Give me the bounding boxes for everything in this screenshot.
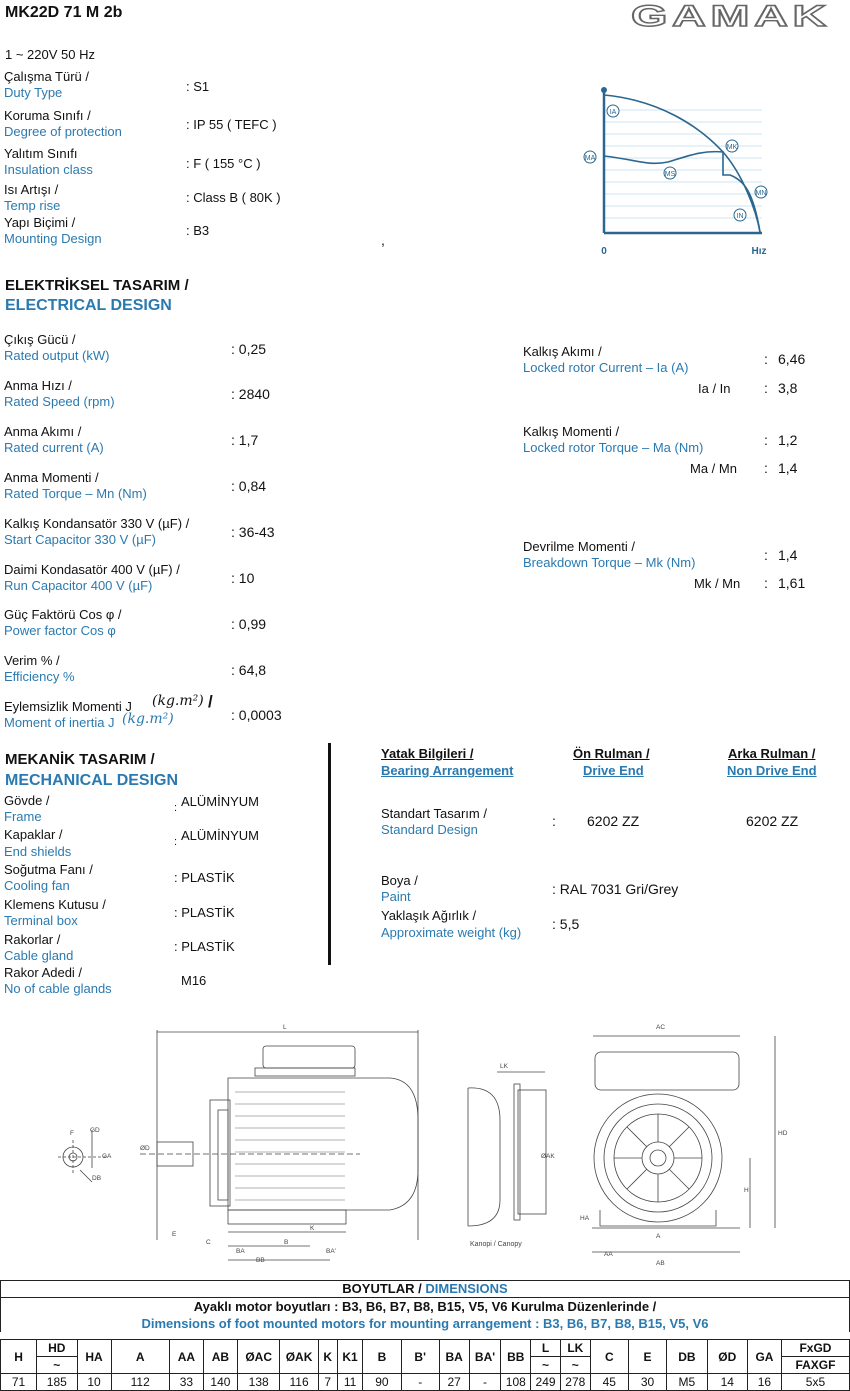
dim-head-aa: AA xyxy=(169,1340,203,1374)
general-mounting-tr: Yapı Biçimi / xyxy=(4,215,76,230)
brand-logo xyxy=(628,2,834,30)
supply-label: 1 ~ 220V 50 Hz xyxy=(5,47,95,62)
dim-val-ab: 140 xyxy=(203,1374,237,1391)
mech-gland-value: : PLASTİK xyxy=(174,939,235,954)
svg-text:GAMAK: GAMAK xyxy=(631,2,831,30)
label-ma: MA xyxy=(584,155,596,162)
elec-runcap-value: : 10 xyxy=(231,570,255,586)
mech-frame-value: ALÜMİNYUM xyxy=(181,794,260,809)
label-in: IN xyxy=(736,213,744,220)
dim-head-b: B xyxy=(363,1340,401,1374)
dim-label-h: H xyxy=(744,1187,749,1194)
mech-frame-en: Frame xyxy=(4,809,42,824)
dim-val-h: 71 xyxy=(1,1374,37,1391)
dim-label-ab: AB xyxy=(656,1260,665,1265)
dim-head-c: C xyxy=(590,1340,628,1374)
dim-head-hd: HD xyxy=(37,1340,77,1357)
general-insulation-en: Insulation class xyxy=(4,162,93,177)
elec-torque-value: : 0,84 xyxy=(231,478,267,494)
elec-mkmn-value: 1,61 xyxy=(778,575,806,591)
bearing-std-en: Standard Design xyxy=(381,822,478,837)
elec-ia-value: 6,46 xyxy=(778,351,806,367)
model-title: MK22D 71 M 2b xyxy=(5,4,123,21)
mech-shields-colon: : xyxy=(174,836,178,848)
dim-head-ab: AB xyxy=(203,1340,237,1374)
mech-shields-tr: Kapaklar / xyxy=(4,827,63,842)
canopy-view xyxy=(468,1072,546,1226)
label-mn: MN xyxy=(755,190,767,197)
paint-en: Paint xyxy=(381,889,411,904)
bearing-nondrive-tr: Arka Rulman / xyxy=(728,746,816,761)
elec-inertia-unit-en: (kg.m²) xyxy=(122,711,174,727)
general-duty-en: Duty Type xyxy=(4,85,63,100)
bearing-std-colon: : xyxy=(552,813,556,829)
elec-pf-en: Power factor Cos φ xyxy=(4,623,116,638)
elec-mamn-value: 1,4 xyxy=(778,460,798,476)
elec-current-tr: Anma Akımı / xyxy=(4,424,82,439)
dim-val-oac: 138 xyxy=(237,1374,280,1391)
dim-label-f: F xyxy=(70,1130,74,1137)
mech-tbox-tr: Klemens Kutusu / xyxy=(4,897,106,912)
label-ms: MS xyxy=(664,171,676,178)
dim-label-lk: LK xyxy=(500,1063,508,1070)
elec-mk-value: 1,4 xyxy=(778,547,798,563)
bearing-nondrive-en: Non Drive End xyxy=(727,763,817,778)
elec-ia-colon: : xyxy=(764,351,768,367)
dim-label-bb: BB xyxy=(256,1257,265,1264)
elec-output-value: : 0,25 xyxy=(231,341,267,357)
dim-head-bb: BB xyxy=(501,1340,531,1374)
bearing-drive-tr: Ön Rulman / xyxy=(573,746,650,761)
mech-tbox-en: Terminal box xyxy=(4,913,78,928)
dim-head-l-tilde: ~ xyxy=(531,1357,561,1374)
section-divider xyxy=(328,743,331,965)
motor-side-view xyxy=(140,1030,418,1260)
elec-torque-tr: Anma Momenti / xyxy=(4,470,99,485)
x-axis-label: Hız xyxy=(751,246,767,257)
mech-nglands-en: No of cable glands xyxy=(4,981,112,996)
general-mounting-en: Mounting Design xyxy=(4,231,102,246)
general-duty-tr: Çalışma Türü / xyxy=(4,69,90,84)
elec-eff-value: : 64,8 xyxy=(231,662,267,678)
bearing-head-en: Bearing Arrangement xyxy=(381,763,514,778)
bearing-drive-value: 6202 ZZ xyxy=(587,813,640,829)
dim-label-b: B xyxy=(284,1239,289,1246)
dim-val-ga: 16 xyxy=(747,1374,781,1391)
bearing-nondrive-value: 6202 ZZ xyxy=(746,813,799,829)
dim-val-e: 30 xyxy=(628,1374,666,1391)
dimensions-title xyxy=(0,1280,850,1297)
dim-label-ba-prime: BA' xyxy=(326,1248,336,1255)
weight-tr: Yaklaşık Ağırlık / xyxy=(381,908,477,923)
elec-mkmn-label: Mk / Mn xyxy=(694,576,741,591)
general-duty-value: : S1 xyxy=(186,79,210,94)
dimensions-title-en: DIMENSIONS xyxy=(425,1281,508,1296)
weight-value: : 5,5 xyxy=(552,916,580,932)
dim-label-ga: GA xyxy=(102,1153,112,1160)
general-protection-en: Degree of protection xyxy=(4,124,122,139)
elec-iain-colon: : xyxy=(764,380,768,396)
dim-val-db: M5 xyxy=(667,1374,707,1391)
dim-label-aa: AA xyxy=(604,1251,613,1258)
elec-ia-tr: Kalkış Akımı / xyxy=(523,344,602,359)
elec-ma-value: 1,2 xyxy=(778,432,798,448)
dim-val-ba-prime: - xyxy=(469,1374,501,1391)
mech-fan-en: Cooling fan xyxy=(4,878,70,893)
dim-label-ba: BA xyxy=(236,1248,245,1255)
mech-nglands-tr: Rakor Adedi / xyxy=(4,965,83,980)
dim-label-l: L xyxy=(283,1024,287,1031)
mech-frame-tr: Gövde / xyxy=(4,793,50,808)
elec-current-en: Rated current (A) xyxy=(4,440,104,455)
elec-speed-value: : 2840 xyxy=(231,386,270,402)
dim-head-db: DB xyxy=(667,1340,707,1374)
dimensions-subtitle xyxy=(0,1297,850,1332)
elec-ma-colon: : xyxy=(764,432,768,448)
dim-label-ha: HA xyxy=(580,1215,590,1222)
dim-label-oak: ØAK xyxy=(541,1153,555,1160)
dim-val-od: 14 xyxy=(707,1374,747,1391)
elec-mamn-colon: : xyxy=(764,460,768,476)
elec-runcap-tr: Daimi Kondasatör 400 V (µF) / xyxy=(4,562,180,577)
general-mounting-value: : B3 xyxy=(186,223,210,238)
motor-front-view xyxy=(592,1036,775,1252)
dimensions-sub-tr: Ayaklı motor boyutları : B3, B6, B7, B8, B15, V5, V6 Kurulma Düzenlerinde / xyxy=(193,1299,657,1314)
elec-mk-tr: Devrilme Momenti / xyxy=(523,539,635,554)
elec-output-en: Rated output (kW) xyxy=(4,348,110,363)
general-temprise-tr: Isı Artışı / xyxy=(4,182,59,197)
elec-pf-value: : 0,99 xyxy=(231,616,267,632)
label-ia: IA xyxy=(609,109,617,116)
dim-val-oak: 116 xyxy=(280,1374,318,1391)
dim-val-b: 90 xyxy=(363,1374,401,1391)
elec-eff-en: Efficiency % xyxy=(4,669,75,684)
elec-inertia-en: Moment of inertia J xyxy=(4,715,115,730)
electrical-title-tr: ELEKTRİKSEL TASARIM / xyxy=(5,277,189,294)
elec-inertia-slash: / xyxy=(208,692,213,711)
dim-label-hd: HD xyxy=(778,1130,788,1137)
dim-val-l: 249 xyxy=(531,1374,561,1391)
dim-head-oak: ØAK xyxy=(280,1340,318,1374)
dim-head-a: A xyxy=(111,1340,169,1374)
dim-label-e: E xyxy=(172,1231,177,1238)
label-mk: MK xyxy=(726,144,738,151)
dim-label-a: A xyxy=(656,1233,661,1240)
dim-head-l: L xyxy=(531,1340,561,1357)
dim-head-ba: BA xyxy=(439,1340,469,1374)
dim-head-faxgf: FAXGF xyxy=(781,1357,849,1374)
elec-ia-en: Locked rotor Current – Ia (A) xyxy=(523,360,689,375)
elec-iain-label: Ia / In xyxy=(698,381,731,396)
bearing-std-tr: Standart Tasarım / xyxy=(381,806,487,821)
elec-mk-colon: : xyxy=(764,547,768,563)
elec-runcap-en: Run Capacitor 400 V (µF) xyxy=(4,578,153,593)
elec-mk-en: Breakdown Torque – Mk (Nm) xyxy=(523,555,696,570)
dim-label-c: C xyxy=(206,1239,211,1246)
general-insulation-value: : F ( 155 °C ) xyxy=(186,156,261,171)
dimensions-value-row xyxy=(1,1374,850,1391)
dim-head-e: E xyxy=(628,1340,666,1374)
elec-startcap-tr: Kalkış Kondansatör 330 V (µF) / xyxy=(4,516,190,531)
dim-head-oac: ØAC xyxy=(237,1340,280,1374)
mechanical-title-en: MECHANICAL DESIGN xyxy=(5,772,179,789)
mech-nglands-value: M16 xyxy=(181,973,207,988)
torque-current-curve xyxy=(578,80,778,260)
general-insulation-tr: Yalıtım Sınıfı xyxy=(4,146,78,161)
dim-label-ac: AC xyxy=(656,1024,666,1031)
elec-inertia-tr: Eylemsizlik Momenti J xyxy=(4,699,132,714)
dim-val-b-prime: - xyxy=(401,1374,439,1391)
mech-gland-en: Cable gland xyxy=(4,948,74,963)
canopy-label: Kanopi / Canopy xyxy=(470,1241,522,1248)
mech-shields-en: End shields xyxy=(4,844,72,859)
dim-head-lk-tilde: ~ xyxy=(560,1357,590,1374)
mech-tbox-value: : PLASTİK xyxy=(174,905,235,920)
elec-ma-en: Locked rotor Torque – Ma (Nm) xyxy=(523,440,704,455)
general-temprise-en: Temp rise xyxy=(4,198,61,213)
dim-val-ba: 27 xyxy=(439,1374,469,1391)
dim-head-k1: K1 xyxy=(337,1340,363,1374)
dim-head-b-prime: B' xyxy=(401,1340,439,1374)
dim-val-k: 7 xyxy=(318,1374,337,1391)
dim-val-aa: 33 xyxy=(169,1374,203,1391)
dim-head-lk: LK xyxy=(560,1340,590,1357)
mech-fan-value: : PLASTİK xyxy=(174,870,235,885)
dim-val-lk: 278 xyxy=(560,1374,590,1391)
elec-inertia-unit-tr: (kg.m²) xyxy=(152,693,204,709)
dim-head-h: H xyxy=(1,1340,37,1374)
dim-head-k: K xyxy=(318,1340,337,1374)
elec-output-tr: Çıkış Gücü / xyxy=(4,332,76,347)
paint-tr: Boya / xyxy=(381,873,418,888)
mech-shields-value: ALÜMİNYUM xyxy=(181,828,260,843)
dim-val-fxgd: 5x5 xyxy=(781,1374,849,1391)
bearing-drive-en: Drive End xyxy=(583,763,644,778)
x-zero-label: 0 xyxy=(601,246,607,257)
elec-current-value: : 1,7 xyxy=(231,432,259,448)
general-protection-value: : IP 55 ( TEFC ) xyxy=(186,117,277,132)
elec-speed-tr: Anma Hızı / xyxy=(4,378,72,393)
paint-value: : RAL 7031 Gri/Grey xyxy=(552,881,679,897)
dim-head-hd-tilde: ~ xyxy=(37,1357,77,1374)
dim-head-ba-prime: BA' xyxy=(469,1340,501,1374)
elec-inertia-value: : 0,0003 xyxy=(231,707,282,723)
dim-head-ga: GA xyxy=(747,1340,781,1374)
dimensions-sub-en: Dimensions of foot mounted motors for mounting arrangement : B3, B6, B7, B8, B15, V5, V6 xyxy=(141,1316,709,1331)
dim-head-ha: HA xyxy=(77,1340,111,1374)
elec-speed-en: Rated Speed (rpm) xyxy=(4,394,115,409)
dimensions-table xyxy=(0,1339,850,1391)
elec-startcap-value: : 36-43 xyxy=(231,524,275,540)
mech-gland-tr: Rakorlar / xyxy=(4,932,61,947)
dim-head-fxgd: FxGD xyxy=(781,1340,849,1357)
mech-fan-tr: Soğutma Fanı / xyxy=(4,862,93,877)
elec-eff-tr: Verim % / xyxy=(4,653,60,668)
bearing-head-tr: Yatak Bilgileri / xyxy=(381,746,474,761)
dim-label-k: K xyxy=(310,1225,315,1232)
elec-startcap-en: Start Capacitor 330 V (µF) xyxy=(4,532,156,547)
general-protection-tr: Koruma Sınıfı / xyxy=(4,108,91,123)
mechanical-title-tr: MEKANİK TASARIM / xyxy=(5,751,155,768)
dim-val-a: 112 xyxy=(111,1374,169,1391)
dim-val-k1: 11 xyxy=(337,1374,363,1391)
elec-pf-tr: Güç Faktörü Cos φ / xyxy=(4,607,122,622)
elec-mkmn-colon: : xyxy=(764,575,768,591)
elec-ma-tr: Kalkış Momenti / xyxy=(523,424,620,439)
technical-drawing xyxy=(0,1020,850,1265)
dim-val-ha: 10 xyxy=(77,1374,111,1391)
dim-label-od: ØD xyxy=(140,1145,150,1152)
dim-val-bb: 108 xyxy=(501,1374,531,1391)
elec-torque-en: Rated Torque – Mn (Nm) xyxy=(4,486,147,501)
elec-mamn-label: Ma / Mn xyxy=(690,461,737,476)
electrical-title-en: ELECTRICAL DESIGN xyxy=(5,297,172,314)
dim-val-c: 45 xyxy=(590,1374,628,1391)
dim-label-db: DB xyxy=(92,1175,102,1182)
dim-head-od: ØD xyxy=(707,1340,747,1374)
mech-frame-colon: : xyxy=(174,802,178,814)
dimensions-header-row xyxy=(1,1340,850,1357)
weight-en: Approximate weight (kg) xyxy=(381,925,522,940)
elec-iain-value: 3,8 xyxy=(778,380,798,396)
general-temprise-value: : Class B ( 80K ) xyxy=(186,190,281,205)
stray-comma: , xyxy=(381,232,385,248)
dim-val-hd: 185 xyxy=(37,1374,77,1391)
dimensions-title-tr: BOYUTLAR / xyxy=(342,1281,422,1296)
dim-label-gd: GD xyxy=(90,1127,100,1134)
